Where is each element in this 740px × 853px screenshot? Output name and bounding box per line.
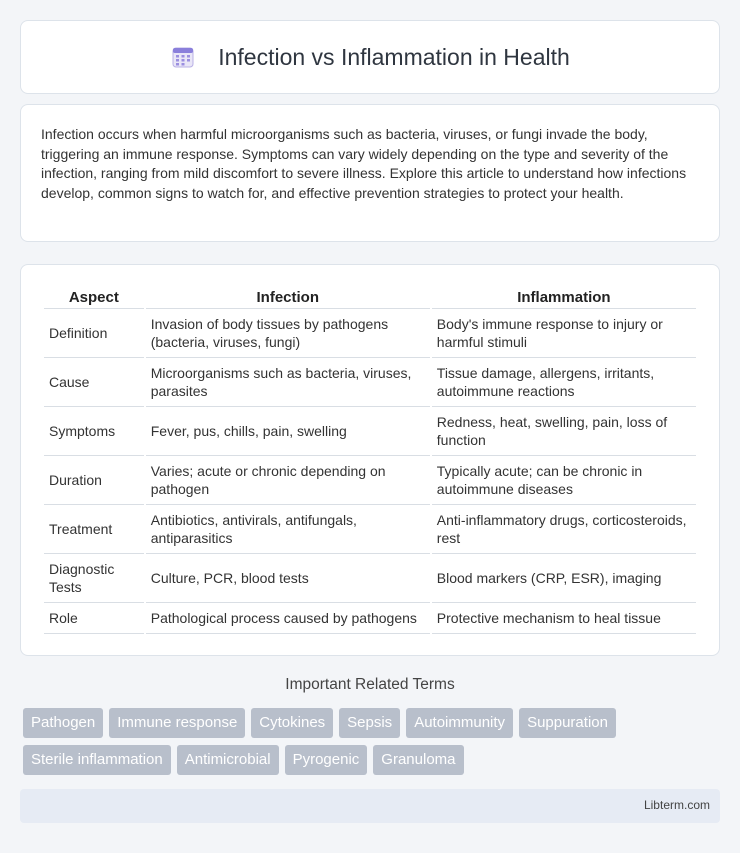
footer — [20, 789, 720, 823]
intro-paragraph: Infection occurs when harmful microorganisms such as bacteria, viruses, or fungi invade the body, triggering an immune response. Symptoms can vary widely depending on the type and severity of the infection, ranging from mild discomfort to severe illness. Explore this article to understand how infections develop, common signs to watch for, and effective prevention strategies to protect your health. — [41, 126, 687, 201]
table-row — [44, 309, 696, 358]
tag-sterile-inflammation[interactable]: Sterile inflammation — [23, 745, 171, 775]
cell-aspect: Symptoms — [44, 407, 144, 456]
cell-aspect: Definition — [44, 309, 144, 358]
comparison-table-card — [20, 264, 720, 656]
cell-inflammation: Anti-inflammatory drugs, corticosteroids, rest — [432, 505, 696, 554]
cell-infection: Varies; acute or chronic depending on pathogen — [146, 456, 430, 505]
intro-card — [20, 104, 720, 242]
header-aspect: Aspect — [44, 285, 144, 309]
cell-aspect: Duration — [44, 456, 144, 505]
related-terms-tags — [23, 708, 723, 775]
cell-infection: Culture, PCR, blood tests — [146, 554, 430, 603]
cell-infection: Antibiotics, antivirals, antifungals, antiparasitics — [146, 505, 430, 554]
tag-suppuration[interactable]: Suppuration — [519, 708, 616, 738]
tag-autoimmunity[interactable]: Autoimmunity — [406, 708, 513, 738]
footer-brand[interactable]: Libterm.com — [643, 798, 710, 812]
calendar-icon — [170, 44, 196, 70]
table-row — [44, 407, 696, 456]
header-card — [20, 20, 720, 94]
table-row — [44, 456, 696, 505]
page-title: Infection vs Inflammation in Health — [218, 43, 570, 70]
tag-sepsis[interactable]: Sepsis — [339, 708, 400, 738]
comparison-table — [42, 285, 698, 634]
table-row — [44, 358, 696, 407]
cell-infection: Fever, pus, chills, pain, swelling — [146, 407, 430, 456]
related-terms-title: Important Related Terms — [285, 676, 455, 693]
cell-inflammation: Redness, heat, swelling, pain, loss of function — [432, 407, 696, 456]
cell-aspect: Treatment — [44, 505, 144, 554]
cell-inflammation: Blood markers (CRP, ESR), imaging — [432, 554, 696, 603]
cell-inflammation: Typically acute; can be chronic in autoimmune diseases — [432, 456, 696, 505]
table-header-row — [44, 285, 696, 309]
tag-pyrogenic[interactable]: Pyrogenic — [285, 745, 368, 775]
cell-aspect: Diagnostic Tests — [44, 554, 144, 603]
cell-inflammation: Body's immune response to injury or harmful stimuli — [432, 309, 696, 358]
cell-infection: Microorganisms such as bacteria, viruses, parasites — [146, 358, 430, 407]
cell-infection: Invasion of body tissues by pathogens (bacteria, viruses, fungi) — [146, 309, 430, 358]
tag-cytokines[interactable]: Cytokines — [251, 708, 333, 738]
tag-granuloma[interactable]: Granuloma — [373, 745, 463, 775]
cell-inflammation: Tissue damage, allergens, irritants, autoimmune reactions — [432, 358, 696, 407]
header-inflammation: Inflammation — [432, 285, 696, 309]
tag-antimicrobial[interactable]: Antimicrobial — [177, 745, 279, 775]
cell-aspect: Role — [44, 603, 144, 634]
tag-pathogen[interactable]: Pathogen — [23, 708, 103, 738]
cell-infection: Pathological process caused by pathogens — [146, 603, 430, 634]
cell-aspect: Cause — [44, 358, 144, 407]
tag-immune-response[interactable]: Immune response — [109, 708, 245, 738]
table-row — [44, 603, 696, 634]
header-infection: Infection — [146, 285, 430, 309]
table-row — [44, 505, 696, 554]
cell-inflammation: Protective mechanism to heal tissue — [432, 603, 696, 634]
table-row — [44, 554, 696, 603]
